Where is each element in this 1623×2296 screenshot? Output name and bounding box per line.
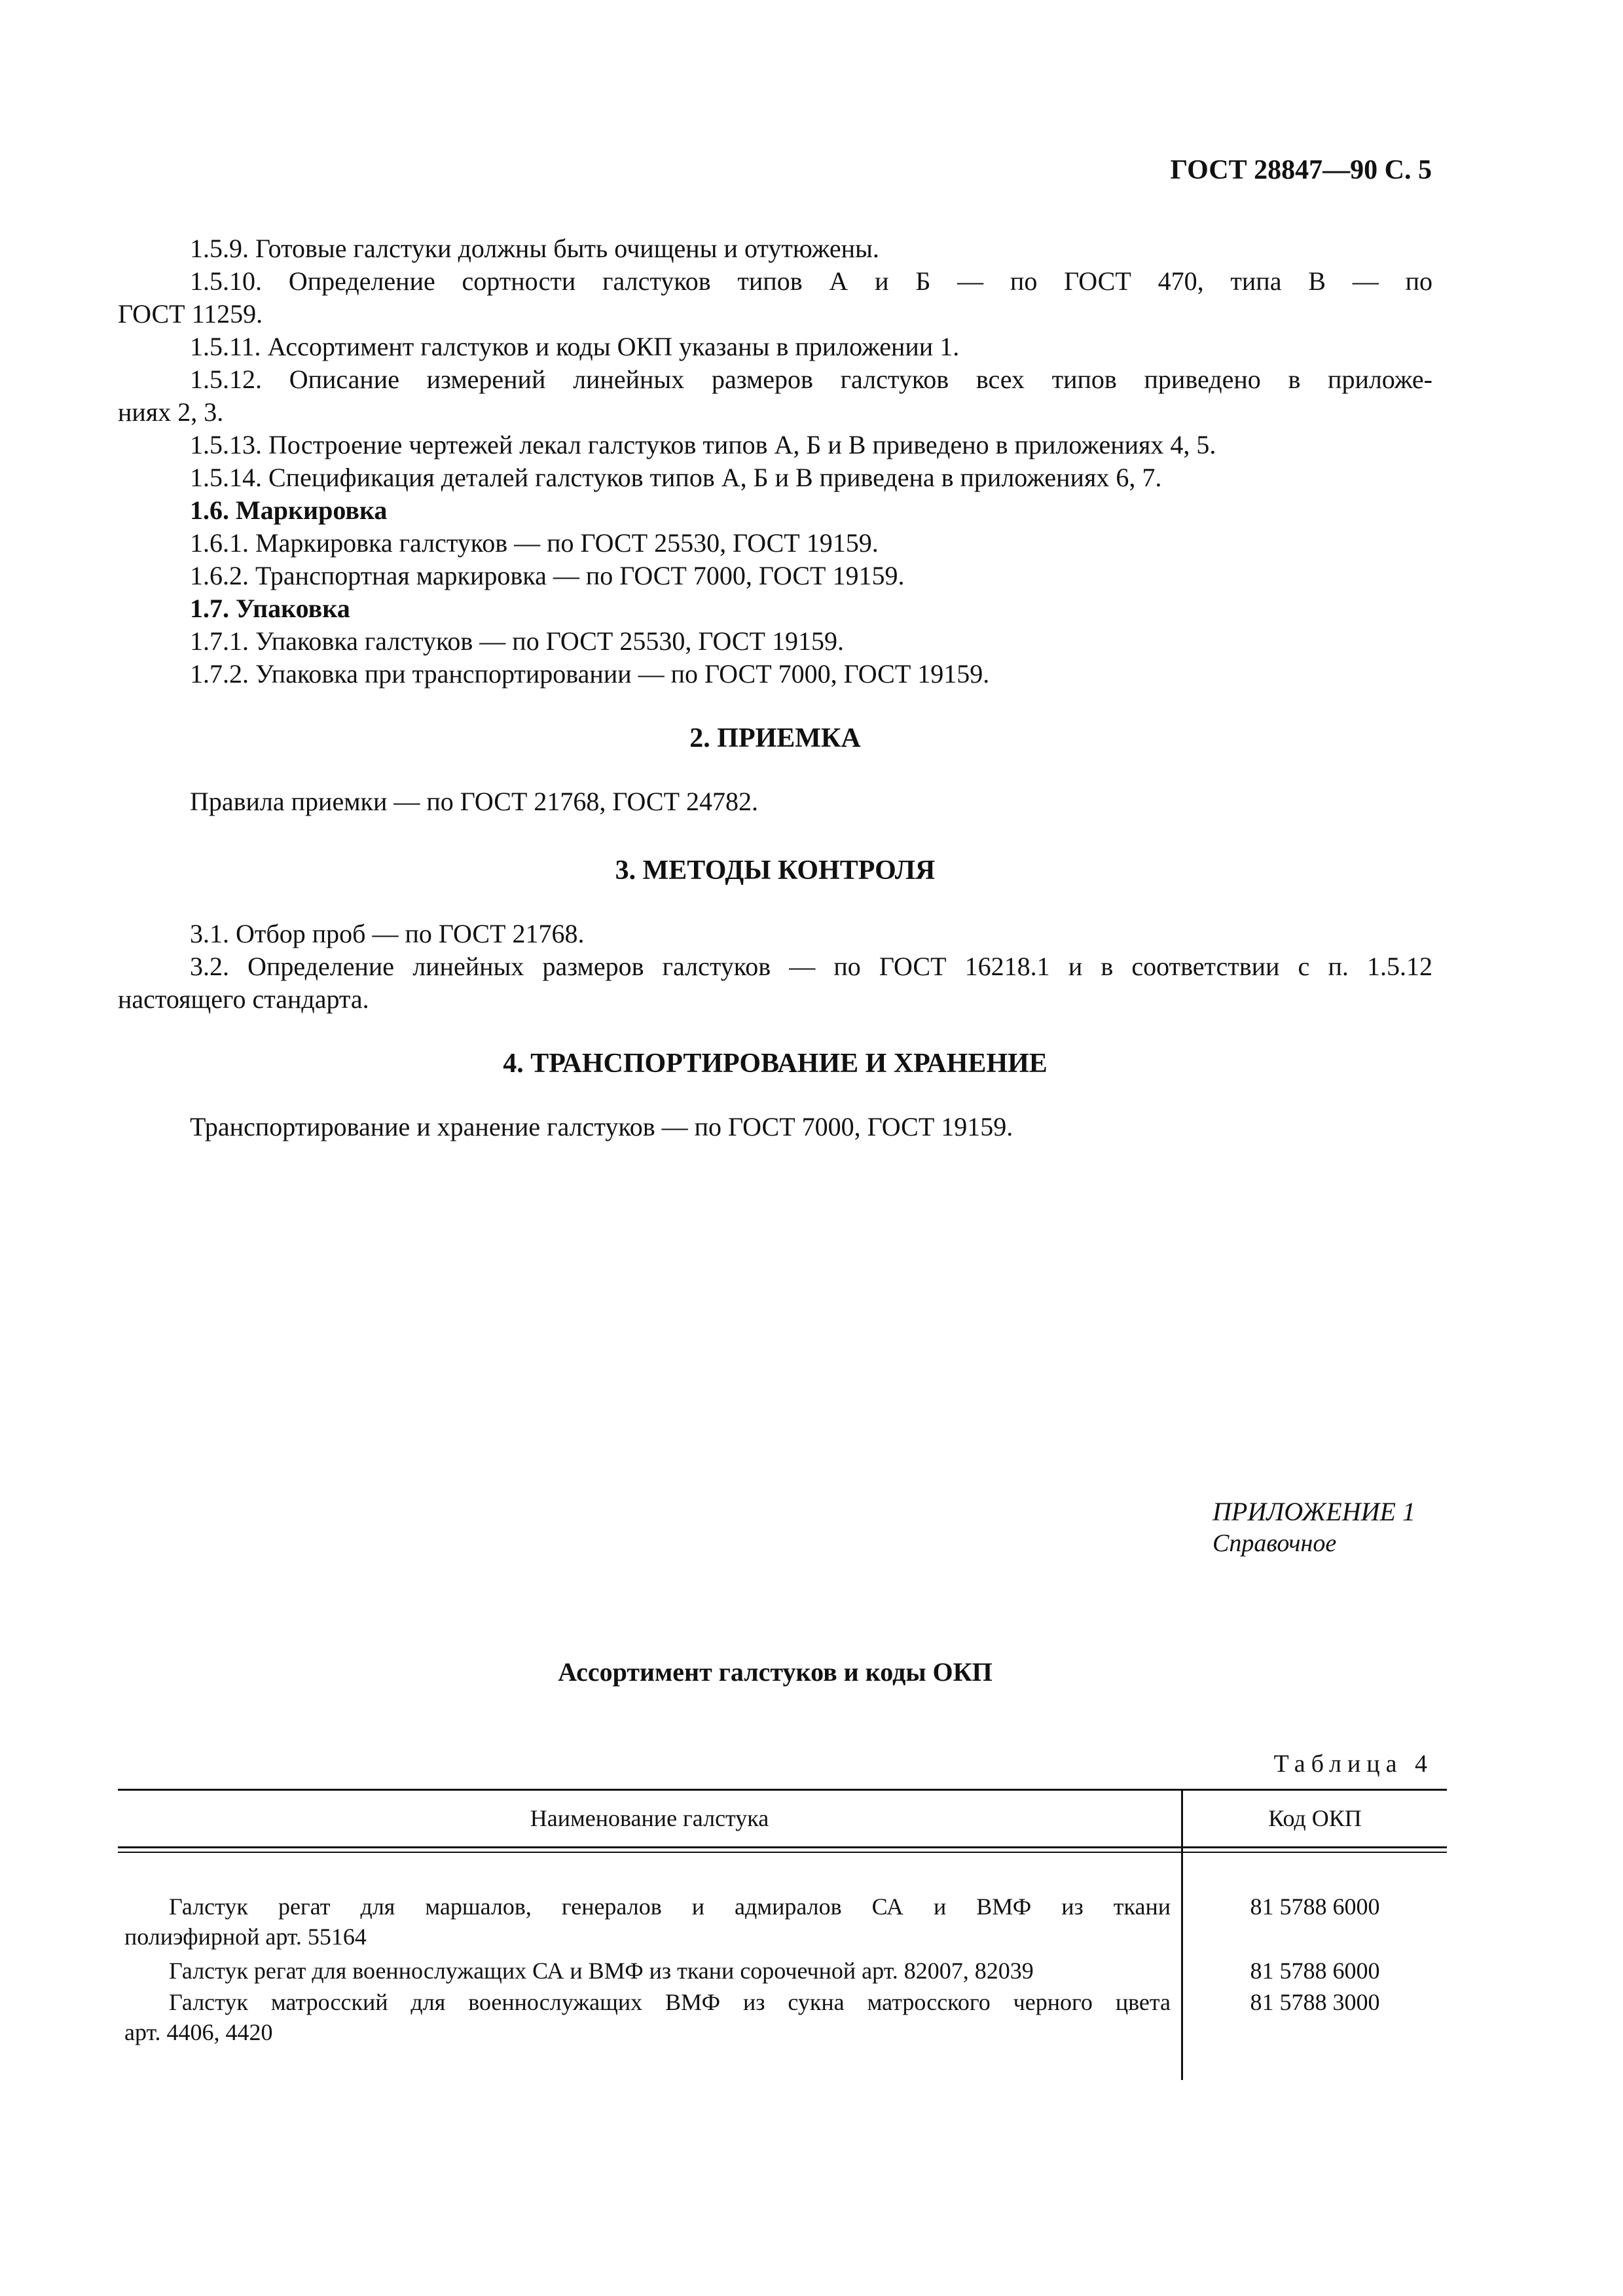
paragraph-1-5-13: 1.5.13. Построение чертежей лекал галстуков типов А, Б и В приведено в приложениях 4, 5.: [190, 430, 1216, 459]
paragraph-1-5-9: 1.5.9. Готовые галстуки должны быть очищены и отутюжены.: [190, 234, 879, 263]
table-row-3-code: 81 5788 3000: [1250, 1989, 1380, 2015]
section-2-text: Правила приемки — по ГОСТ 21768, ГОСТ 24782.: [190, 787, 759, 816]
table-header-rule-2: [118, 1852, 1447, 1853]
table-row-2-name: Галстук регат для военнослужащих СА и ВМФ из ткани сорочечной арт. 82007, 82039: [169, 1958, 1034, 1984]
page-header: ГОСТ 28847—90 С. 5: [1170, 155, 1432, 185]
section-2-heading: 2. ПРИЕМКА: [689, 723, 861, 753]
subheading-1-7: 1.7. Упаковка: [190, 594, 350, 623]
section-3-heading: 3. МЕТОДЫ КОНТРОЛЯ: [615, 855, 936, 886]
paragraph-1-6-2: 1.6.2. Транспортная маркировка — по ГОСТ 7000, ГОСТ 19159.: [190, 561, 905, 590]
paragraph-3-2: 3.2. Определение линейных размеров галстуков — по ГОСТ 16218.1 и в соответствии с п. 1.5.12: [190, 952, 1432, 981]
subheading-1-6: 1.6. Маркировка: [190, 495, 388, 525]
table-header-name: Наименование галстука: [530, 1805, 769, 1831]
table-row-3-name-cont: арт. 4406, 4420: [124, 2019, 273, 2045]
section-4-text: Транспортирование и хранение галстуков — по ГОСТ 7000, ГОСТ 19159.: [190, 1112, 1013, 1141]
paragraph-1-5-10-cont: ГОСТ 11259.: [118, 299, 263, 329]
paragraph-1-6-1: 1.6.1. Маркировка галстуков — по ГОСТ 25530, ГОСТ 19159.: [190, 528, 879, 558]
table-header-code: Код ОКП: [1268, 1805, 1362, 1831]
paragraph-1-5-11: 1.5.11. Ассортимент галстуков и коды ОКП указаны в приложении 1.: [190, 332, 960, 361]
appendix-kind: Справочное: [1213, 1530, 1337, 1557]
table-top-rule: [118, 1789, 1447, 1791]
paragraph-1-5-12-cont: ниях 2, 3.: [118, 397, 224, 427]
table-row-2-code: 81 5788 6000: [1250, 1958, 1380, 1984]
paragraph-1-5-14: 1.5.14. Спецификация деталей галстуков типов А, Б и В приведена в приложениях 6, 7.: [190, 463, 1162, 492]
table-header-rule-1: [118, 1846, 1447, 1848]
table-row-3-name: Галстук матросский для военнослужащих ВМФ из сукна матросского черного цвета: [169, 1989, 1171, 2015]
appendix-title: Ассортимент галстуков и коды ОКП: [558, 1657, 993, 1687]
table-caption: Таблица 4: [1273, 1750, 1433, 1778]
table-row-1-name: Галстук регат для маршалов, генералов и адмиралов СА и ВМФ из ткани: [169, 1893, 1171, 1920]
section-4-heading: 4. ТРАНСПОРТИРОВАНИЕ И ХРАНЕНИЕ: [503, 1049, 1048, 1079]
appendix-label: ПРИЛОЖЕНИЕ 1: [1213, 1497, 1415, 1526]
table-row-1-name-cont: полиэфирной арт. 55164: [124, 1924, 367, 1950]
table-row-1-code: 81 5788 6000: [1250, 1893, 1380, 1920]
paragraph-1-7-2: 1.7.2. Упаковка при транспортировании — по ГОСТ 7000, ГОСТ 19159.: [190, 659, 990, 689]
paragraph-3-1: 3.1. Отбор проб — по ГОСТ 21768.: [190, 919, 585, 948]
paragraph-1-5-12: 1.5.12. Описание измерений линейных размеров галстуков всех типов приведено в приложе-: [190, 365, 1432, 394]
paragraph-1-7-1: 1.7.1. Упаковка галстуков — по ГОСТ 25530, ГОСТ 19159.: [190, 626, 844, 656]
paragraph-3-2-cont: настоящего стандарта.: [118, 984, 369, 1014]
paragraph-1-5-10: 1.5.10. Определение сортности галстуков типов А и Б — по ГОСТ 470, типа В — по: [190, 266, 1432, 296]
